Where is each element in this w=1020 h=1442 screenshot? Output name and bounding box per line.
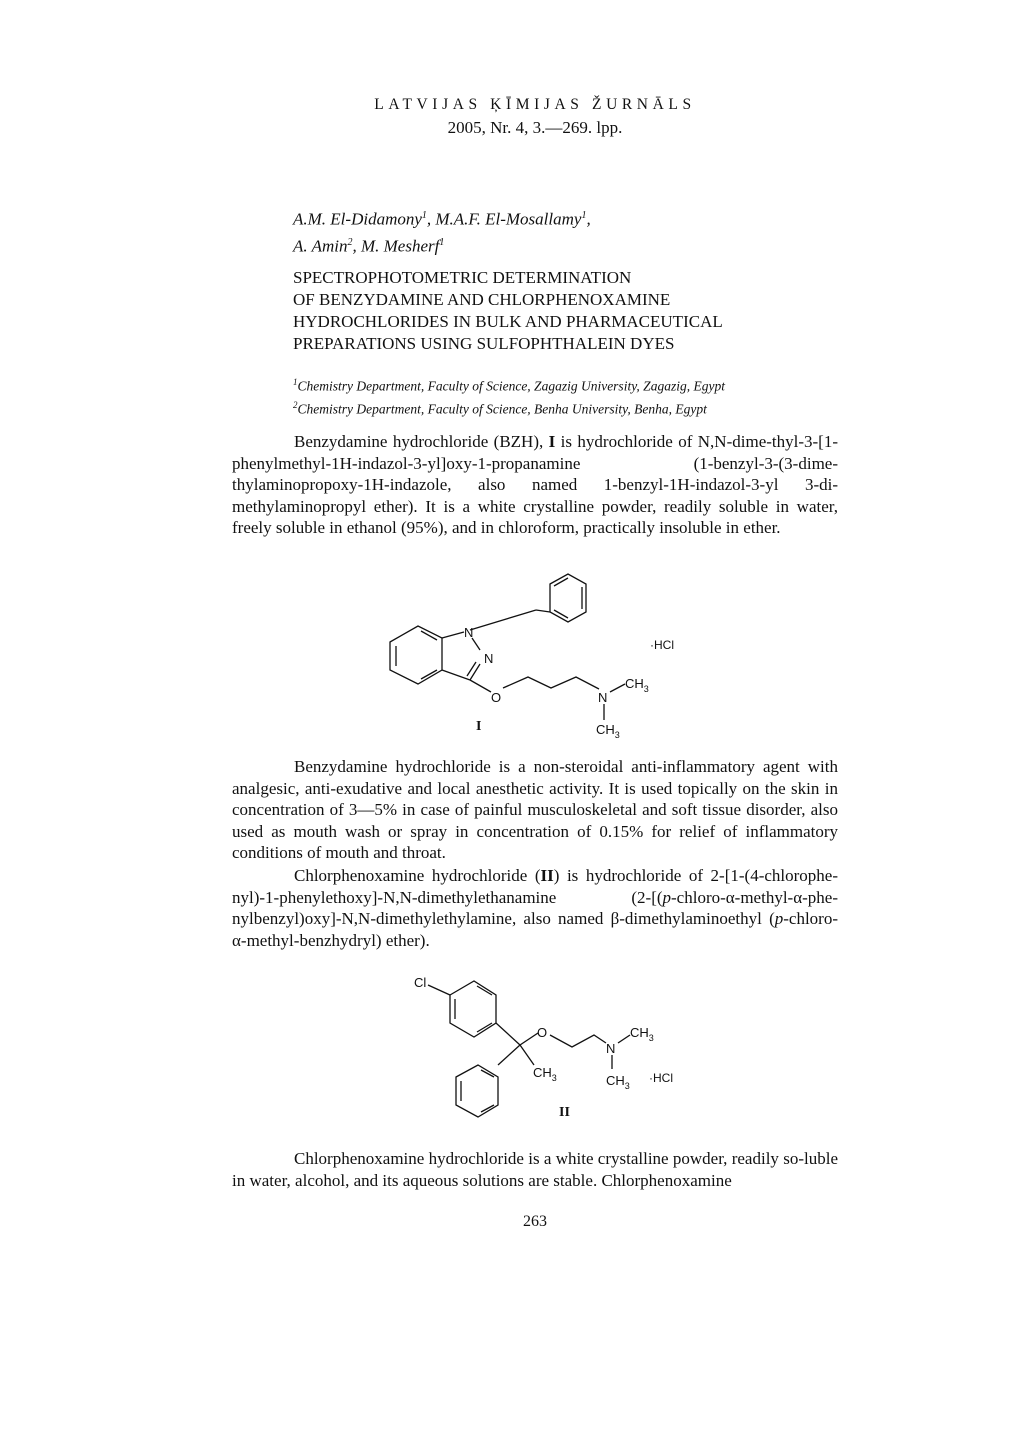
cl-bond [428,985,450,995]
hcl-salt: ·HCl [650,638,674,652]
author-2-sup: 1 [581,210,587,221]
paper-title [293,267,723,355]
c-ch3-bond [520,1045,534,1065]
methyl-2 [596,722,620,740]
title-line-3: HYDROCHLORIDES IN BULK AND PHARMACEUTICAL [293,312,723,331]
para1-compound-ref: I [548,432,556,451]
phenyl-ring [456,1065,498,1117]
author-1-sup: 1 [421,210,427,221]
ch2-n-bond [470,610,536,630]
methyl-1-text: CH [625,676,644,691]
c3-c-bond [442,670,470,680]
affiliation-2-text: Chemistry Department, Faculty of Science, Benha University, Benha, Egypt [297,401,707,416]
ring-double-bond [554,578,568,586]
compound-label-I: I [476,719,482,734]
para3-c: -chloro-α-methyl-α-phe-nylbenzyl)oxy]-N,N-dimethylethylamine, also named β-dimethylaminoethyl ( [232,887,838,929]
authors-line-1: A.M. El-Didamony$^1$, M.A.F. El-Mosallamy$^1$, [293,209,591,229]
methyl-1-text: CH [630,1025,649,1040]
journal-name: LATVIJAS ĶĪMIJAS ŽURNĀLS [374,96,696,113]
affiliation-1 [293,373,725,396]
para3-b: ) is hydrochloride of 2-[1-(4-chlorophe-nyl)-1-phenylethoxy]-N,N-dimethylethanamine (2-[( [232,866,838,907]
paragraph-2 [232,756,838,864]
ethyl-chain [550,1035,606,1047]
methyl-2-text: CH [596,722,615,737]
ch2-bond [536,610,550,612]
para1-start: Benzydamine hydrochloride (BZH), [294,432,549,451]
ring-c-bond [496,1023,520,1045]
methyl-2-sub: 3 [614,730,620,740]
para4-text: Chlorphenoxamine hydrochloride is a white crystalline powder, readily so-luble in water, alcohol, and its aqueous solutions are stable. Chlorphenoxamine [232,1149,838,1190]
authors-line-2: A. Amin$^2$, M. Mesherf$^1$ [293,236,445,256]
para3-compound-ref: II [540,866,554,885]
c-o-bond [520,1033,538,1045]
methyl-1 [625,676,649,694]
atom-o: O [491,690,502,705]
n-ch3-bond [610,684,625,692]
issue-info: 2005, Nr. 4, 3.—269. lpp. [447,118,623,137]
methyl-2 [533,1065,557,1083]
page-number: 263 [523,1213,547,1230]
indazole-benzene-ring [390,626,442,684]
atom-n2: N [484,651,494,666]
methyl-2-sub: 3 [551,1073,557,1083]
authors [293,204,591,257]
affiliations [293,373,725,418]
para3-p2: p [774,909,784,929]
paragraph-1 [232,431,838,539]
c-n1-bond [442,632,464,638]
author-4: M. Mesherf [360,236,440,256]
affiliation-1-sup: 1 [293,377,298,387]
methyl-1-sub: 3 [643,684,649,694]
methyl-3-sub: 3 [624,1081,630,1091]
benzyl-ring [550,574,586,622]
author-1: A.M. El-Didamony [293,209,422,229]
atom-n1: N [464,625,474,640]
author-3-sup: 2 [347,236,353,248]
author-4-sup: 1 [439,236,445,248]
para1-rest: is hydrochloride of N,N-dime-thyl-3-[1-phenylmethyl-1H-indazol-3-yl]oxy-1-propanamine (1-benzyl-3-(3-dime-thylaminopropoxy-1H-indazole, also named 1-benzyl-1H-indazol-3-yl 3-di-methylaminopropyl ether). It is a white crystalline powder, readily soluble in water, freely soluble in ethanol (95%), and in chloroform, practically insoluble in ether. [232,432,838,538]
chlorophenyl-ring [450,981,496,1037]
author-3: A. Amin [293,236,348,256]
propyl-chain [503,677,599,689]
structure-I [370,570,700,745]
title-line-4: PREPARATIONS USING SULFOPHTHALEIN DYES [293,334,675,353]
atom-n3: N [598,690,608,705]
author-2: M.A.F. El-Mosallamy [435,209,582,229]
affiliation-2 [293,396,725,419]
methyl-2-text: CH [533,1065,552,1080]
para3-a: Chlorphenoxamine hydrochloride ( [294,866,541,885]
methyl-3 [606,1073,630,1091]
affiliation-2-sup: 2 [293,399,298,410]
atom-o: O [537,1025,548,1040]
methyl-1 [630,1025,654,1043]
n2-c3-bond [470,664,480,680]
hcl-salt: ·HCl [649,1071,673,1085]
n2-c3-double [467,662,476,676]
compound-label-II: II [559,1105,570,1120]
para3-p1: p [662,887,672,907]
n-ch3-bond [618,1035,630,1043]
paragraph-3 [232,865,838,951]
title-line-1: SPECTROPHOTOMETRIC DETERMINATION [293,268,632,287]
para3-d: -chloro-α-methyl-benzhydryl) ether). [232,909,838,950]
c-phenyl-bond [498,1045,520,1065]
para2-text: Benzydamine hydrochloride is a non-steroidal anti-inflammatory agent with analgesic, anti-exudative and local anesthetic activity. It is used topically on the skin in concentration of 3—5% in case of painful musculoskeletal and soft tissue disorder, also used as mouth wash or spray in concentration of 0.15% for relief of inflammatory conditions of mouth and throat. [232,757,838,863]
ring-double-bond [421,631,437,640]
affiliation-1-text: Chemistry Department, Faculty of Science, Zagazig University, Zagazig, Egypt [297,378,725,394]
methyl-1-sub: 3 [648,1033,654,1043]
paragraph-4 [232,1148,838,1191]
c3-o-bond [470,680,491,692]
title-line-2: OF BENZYDAMINE AND CHLORPHENOXAMINE [293,290,671,309]
methyl-3-text: CH [606,1073,625,1088]
structure-II [400,965,700,1120]
atom-cl: Cl [414,975,427,990]
ring-double-bond [554,610,568,618]
atom-n: N [606,1041,616,1056]
